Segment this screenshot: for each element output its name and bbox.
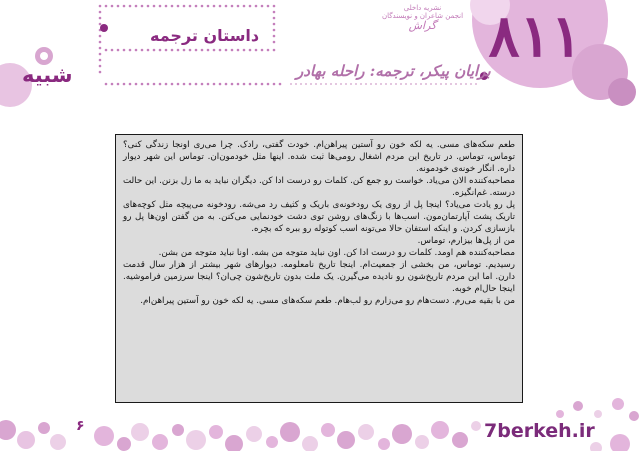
story-text-box xyxy=(115,134,523,403)
site-watermark: 7berkeh.ir xyxy=(484,420,595,442)
left-dot-inner xyxy=(40,52,48,60)
story-paragraph: طعم سکه‌های مسی. یه لکه خون رو آستین پیراهن‌ام. خودت گفتی، رادک. چرا می‌ری اونجا زندگی کنی؟ توماس، توماس. در تاریخ این مردم اشغال رومی‌ها ثبت شده. اینها مثل خودمون‌ان. توماس این شهر دیوار داره. انگار خونه‌ی خودمونه. xyxy=(123,140,515,174)
story-paragraph: من از پل‌ها بیزارم، توماس. xyxy=(417,236,515,246)
section-title: داستان ترجمه xyxy=(150,26,260,45)
publisher-line-1: نشریه داخلی xyxy=(403,4,442,12)
story-paragraph: رسیدیم. توماس، من بخشی از جمعیت‌ام. اینجا تاریخ نامعلومه. دیوارهای شهر بیشتر از هزار سال قدمت دارن. اما این مردم تاریخ‌شون رو نادیده می‌گیرن. یک ملت بدون تاریخ‌شون چی‌ان؟ اینجا سرزمین فراموشیه. اینجا حال‌ام خوبه. xyxy=(123,260,515,294)
publisher-city: گراش xyxy=(408,19,437,32)
logo-number: ۸۱۱ xyxy=(488,2,582,70)
story-paragraph: مصاحبه‌کننده هم اومد. کلمات رو درست ادا کن. اون نباید متوجه من بشه. اونا نباید متوجه من بشن. xyxy=(158,248,515,258)
story-category: شبیه xyxy=(22,63,73,87)
page-number: ۶ xyxy=(76,418,85,434)
frame-marker-dot xyxy=(100,24,108,32)
story-paragraph: من با بقیه می‌رم. دست‌هام رو می‌زارم رو لب‌هام. طعم سکه‌های مسی. یه لکه خون رو آستین پیراهن‌ام. xyxy=(140,296,515,306)
header-circle-dot xyxy=(608,78,636,106)
story-paragraph: مصاحبه‌کننده الان می‌یاد. خواست رو جمع کن. کلمات رو درست ادا کن. دیگران نباید به ما زل بزنن. این حالت درسته. غم‌انگیزه. xyxy=(123,176,515,198)
publisher-block xyxy=(380,4,465,32)
publisher-line-2: انجمن شاعران و نویسندگان xyxy=(381,12,464,20)
dotted-frame xyxy=(99,5,282,86)
story-paragraph: پل رو یادت می‌یاد؟ اینجا پل از روی یک رودخونه‌ی باریک و کثیف رد می‌شه. رودخونه می‌پیچه مثل کوچه‌های تاریک پشت آپارتمان‌مون. اسب‌ها با زنگ‌های روشن توی دشت خودنمایی می‌کنن. به من گفتن اون‌ها پل رو بازسازی کردن. و اینکه استفان حالا می‌تونه اسب کوتوله رو ببره که بچره. xyxy=(123,200,515,234)
story-byline: برایان پیکر، ترجمه: راحله بهادر xyxy=(296,62,491,80)
magazine-logo xyxy=(489,2,582,70)
